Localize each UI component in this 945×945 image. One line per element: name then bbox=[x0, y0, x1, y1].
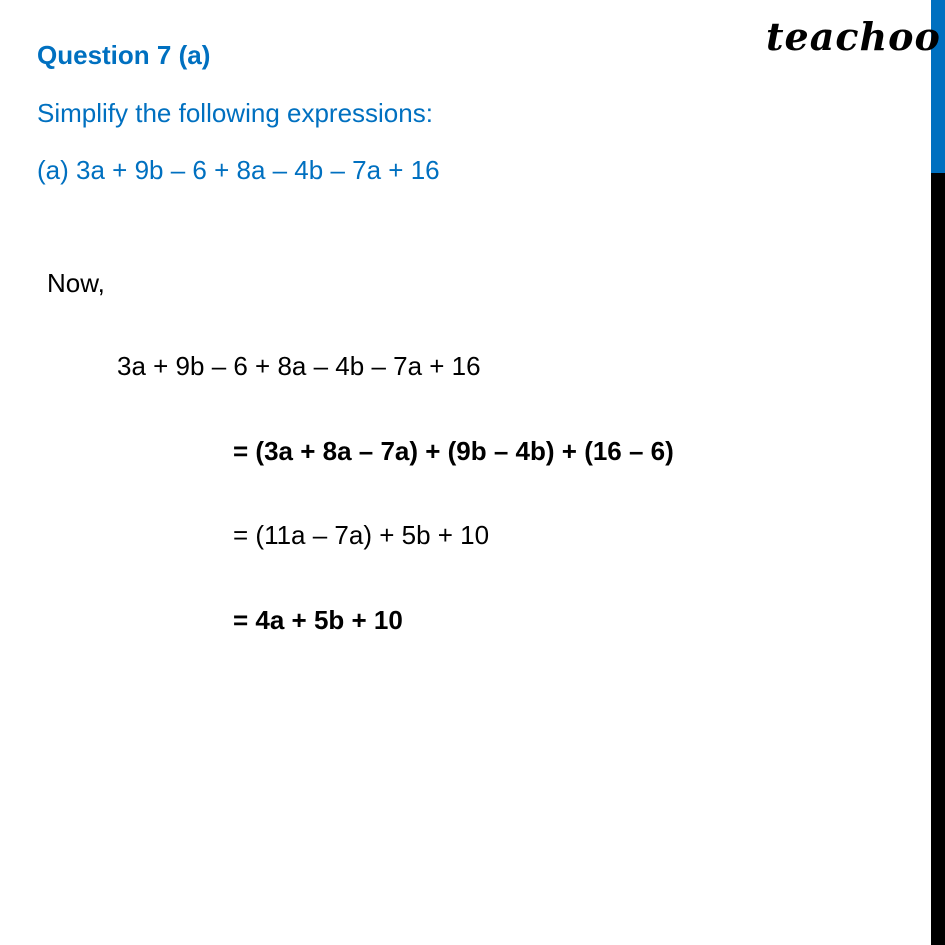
solution-step-answer: = 4a + 5b + 10 bbox=[233, 605, 403, 635]
teachoo-logo: teachoo bbox=[766, 14, 941, 59]
solution-intro: Now, bbox=[47, 268, 105, 298]
expression-label: (a) bbox=[37, 155, 69, 185]
sidebar-dark-strip bbox=[931, 173, 945, 945]
question-title: Question 7 (a) bbox=[37, 40, 211, 70]
solution-step-grouping: = (3a + 8a – 7a) + (9b – 4b) + (16 – 6) bbox=[233, 436, 674, 466]
question-instruction: Simplify the following expressions: bbox=[37, 98, 433, 128]
solution-step-original: 3a + 9b – 6 + 8a – 4b – 7a + 16 bbox=[117, 351, 481, 381]
question-expression bbox=[37, 155, 440, 186]
expression-text: 3a + 9b – 6 + 8a – 4b – 7a + 16 bbox=[76, 155, 440, 185]
solution-step-combine: = (11a – 7a) + 5b + 10 bbox=[233, 520, 490, 550]
